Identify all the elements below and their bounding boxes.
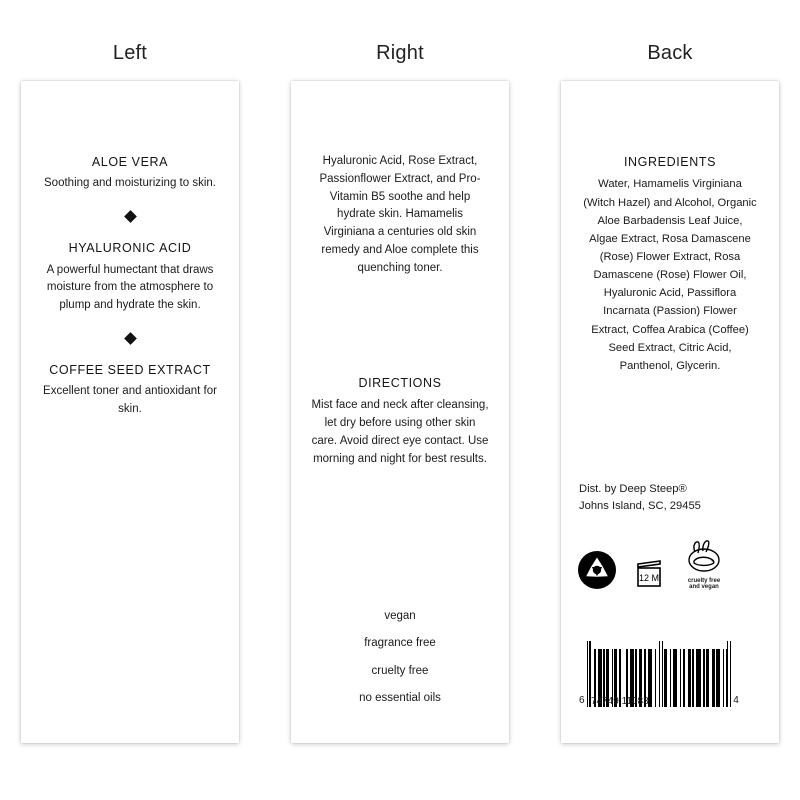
directions-heading: DIRECTIONS: [358, 375, 442, 390]
barcode-number-row: [591, 696, 753, 707]
directions-block: [305, 374, 495, 469]
left-section-aloe: [35, 153, 225, 193]
panel-right-card: [291, 81, 509, 743]
hyaluronic-acid-body: A powerful humectant that draws moisture from the atmosphere to plump and hydrate the skin.: [46, 263, 214, 312]
right-content: [305, 91, 495, 468]
coffee-seed-extract-body: Excellent toner and antioxidant for skin.: [43, 385, 217, 416]
recycle-icon: [577, 550, 617, 590]
left-section-hyaluronic: [35, 239, 225, 315]
product-description: Hyaluronic Acid, Rose Extract, Passionflower Extract, and Pro-Vitamin B5 soothe and help hydrate skin. Hamamelis Virginiana a centuries old skin remedy and Aloe complete this quenching toner.: [319, 155, 481, 274]
panel-left: [21, 0, 239, 800]
cruelty-free-symbol: [681, 539, 727, 591]
ingredients-body: Water, Hamamelis Virginiana (Witch Hazel) and Alcohol, Organic Aloe Barbadensis Leaf Juice, Algae Extract, Rosa Damascene (Rose) Flower Extract, Rosa Damascene (Rose) Flower Oil, Hyaluronic Acid, Passiflora Incarnata (Passion) Flower Extract, Coffea Arabica (Coffee) Seed Extract, Citric Acid, Panthenol, Glycerin.: [583, 178, 757, 372]
barcode-digits: 74749 11083: [591, 696, 649, 707]
coffee-seed-extract-heading: COFFEE SEED EXTRACT: [49, 363, 211, 377]
symbol-row: [577, 539, 763, 591]
svg-text:12 M: 12 M: [638, 573, 660, 583]
claims-list: [291, 598, 509, 717]
ingredients-heading: INGREDIENTS: [623, 155, 717, 169]
barcode-right-digit: 4: [733, 695, 739, 706]
left-content: [35, 91, 225, 419]
divider-2: [35, 315, 225, 361]
panel-back-title: Back: [647, 42, 693, 64]
distributor-name: Dist. by Deep Steep®: [579, 483, 687, 496]
claim-no-essential-oils: no essential oils: [359, 691, 441, 704]
panel-back: [561, 0, 779, 800]
cruelty-free-caption: cruelty free and vegan: [687, 577, 721, 591]
claim-vegan: vegan: [384, 610, 416, 622]
claim-fragrance-free: fragrance free: [364, 637, 436, 650]
distributor-address: Johns Island, SC, 29455: [579, 500, 701, 513]
panel-right: [291, 0, 509, 800]
distributor-info: [579, 481, 701, 515]
panel-right-title: Right: [376, 42, 424, 64]
claim-cruelty-free: cruelty free: [371, 664, 429, 677]
period-after-opening-icon: [629, 551, 669, 591]
barcode-left-digit: 6: [579, 695, 585, 706]
panel-left-title: Left: [112, 42, 148, 64]
divider-1: [35, 193, 225, 239]
panel-left-card: [21, 81, 239, 743]
diamond-icon: [124, 332, 137, 345]
aloe-vera-heading: ALOE VERA: [91, 155, 169, 169]
hyaluronic-acid-heading: HYALURONIC ACID: [68, 241, 192, 256]
recycle-symbol: [577, 550, 617, 591]
left-section-coffee: [35, 361, 225, 419]
aloe-vera-body: Soothing and moisturizing to skin.: [44, 177, 216, 190]
cruelty-free-and-vegan-icon: [681, 539, 727, 577]
panel-back-card: [561, 81, 779, 743]
directions-body: Mist face and neck after cleansing, let dry before using other skin care. Avoid direct eye contact. Use morning and night for best results.: [311, 399, 489, 465]
back-content: [575, 91, 765, 375]
diamond-icon: [124, 210, 137, 223]
period-after-opening-symbol: [629, 551, 669, 591]
